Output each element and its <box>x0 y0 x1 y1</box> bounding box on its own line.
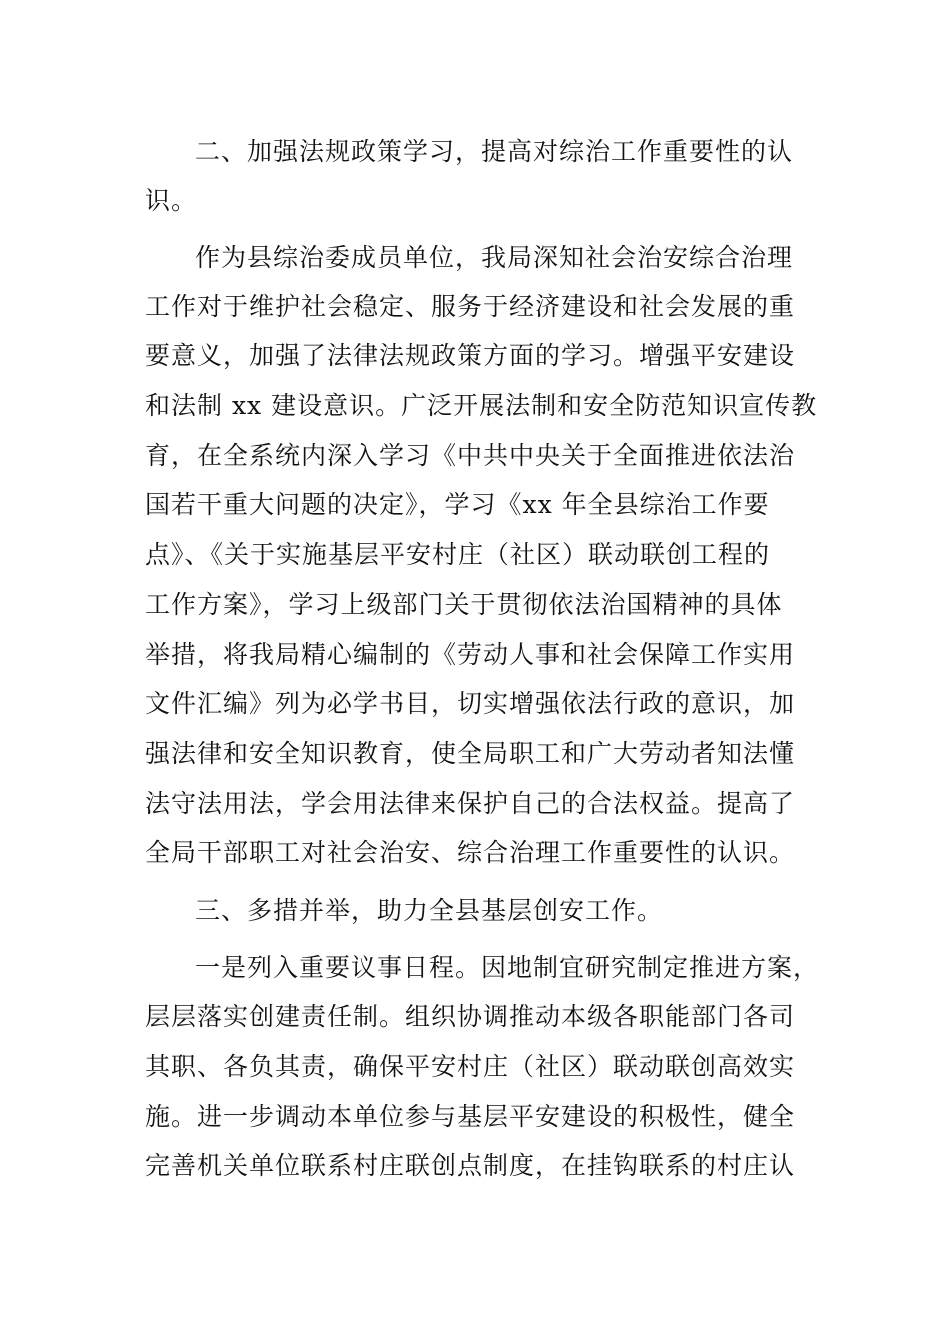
section-heading-3: 三、多措并举，助力全县基层创安工作。 <box>195 896 664 925</box>
paragraph-line: 强法律和安全知识教育，使全局职工和广大劳动者知法懂 <box>145 739 796 768</box>
paragraph-line: 和法制 xx 建设意识。广泛开展法制和安全防范知识宣传教 <box>145 391 818 420</box>
paragraph-line: 点》、《关于实施基层平安村庄（社区）联动联创工程的 <box>145 540 771 569</box>
paragraph-line: 国若干重大问题的决定》，学习《xx 年全县综治工作要 <box>145 490 770 519</box>
paragraph-line: 要意义，加强了法律法规政策方面的学习。增强平安建设 <box>145 341 796 370</box>
paragraph-line: 工作方案》，学习上级部门关于贯彻依法治国精神的具体 <box>145 590 783 619</box>
paragraph-line: 其职、各负其责，确保平安村庄（社区）联动联创高效实 <box>145 1052 796 1081</box>
paragraph-line: 全局干部职工对社会治安、综合治理工作重要性的认识。 <box>145 838 796 867</box>
paragraph-line: 层层落实创建责任制。组织协调推动本级各职能部门各司 <box>145 1002 796 1031</box>
paragraph-line: 举措，将我局精心编制的《劳动人事和社会保障工作实用 <box>145 640 796 669</box>
paragraph-line: 一是列入重要议事日程。因地制宜研究制定推进方案， <box>195 953 820 982</box>
paragraph-line: 工作对于维护社会稳定、服务于经济建设和社会发展的重 <box>145 292 796 321</box>
paragraph-line: 法守法用法，学会用法律来保护自己的合法权益。提高了 <box>145 789 796 818</box>
paragraph-line: 完善机关单位联系村庄联创点制度，在挂钩联系的村庄认 <box>145 1151 796 1180</box>
text-line: 识。 <box>145 186 198 215</box>
paragraph-line: 文件汇编》列为必学书目，切实增强依法行政的意识，加 <box>145 689 796 718</box>
paragraph-line: 施。进一步调动本单位参与基层平安建设的积极性，健全 <box>145 1102 796 1131</box>
paragraph-line: 育，在全系统内深入学习《中共中央关于全面推进依法治 <box>145 441 796 470</box>
section-heading-2: 二、加强法规政策学习，提高对综治工作重要性的认 <box>195 137 794 166</box>
paragraph-line: 作为县综治委成员单位，我局深知社会治安综合治理 <box>195 243 794 272</box>
